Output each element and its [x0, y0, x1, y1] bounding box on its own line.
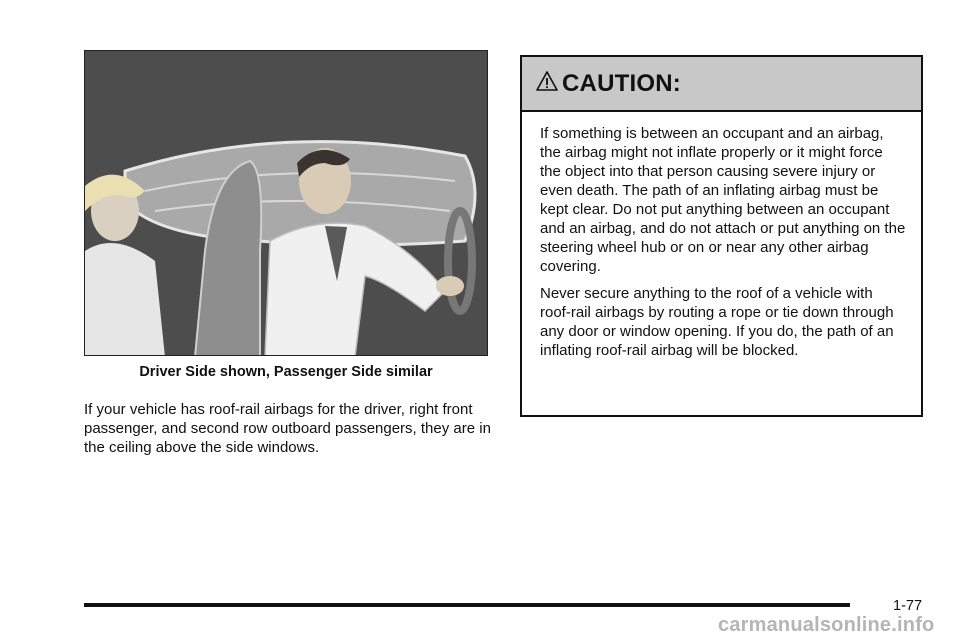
- airbag-illustration: [84, 50, 488, 356]
- caution-header: [522, 57, 921, 112]
- caution-paragraph: Never secure anything to the roof of a vehicle with roof-rail airbags by routing a rope or tie down through any door or window opening. If you do, the path of an inflating roof-rail airbag will be blocked.: [540, 285, 894, 359]
- footer-divider: [84, 603, 850, 607]
- caution-title: CAUTION:: [562, 69, 681, 97]
- caution-body: [522, 112, 921, 360]
- body-paragraph: If your vehicle has roof-rail airbags for the driver, right front passenger, and second row outboard passengers, they are in the ceiling above the side windows.: [84, 401, 491, 456]
- page-number: 1-77: [893, 598, 923, 614]
- watermark: carmanualsonline.info: [718, 614, 935, 636]
- caution-box: [520, 55, 923, 417]
- warning-triangle-icon: [536, 70, 558, 92]
- caution-paragraph: If something is between an occupant and an airbag, the airbag might not inflate properly or it might force the object into that person causing severe injury or even death. The path of an inflating airbag must be kept clear. Do not put anything between an occupant and an airbag, and do not attach or put anything on the steering wheel hub or on or near any other airbag covering.: [540, 125, 906, 275]
- figure-caption: Driver Side shown, Passenger Side similar: [139, 364, 433, 380]
- car-interior-drawing: [85, 51, 488, 356]
